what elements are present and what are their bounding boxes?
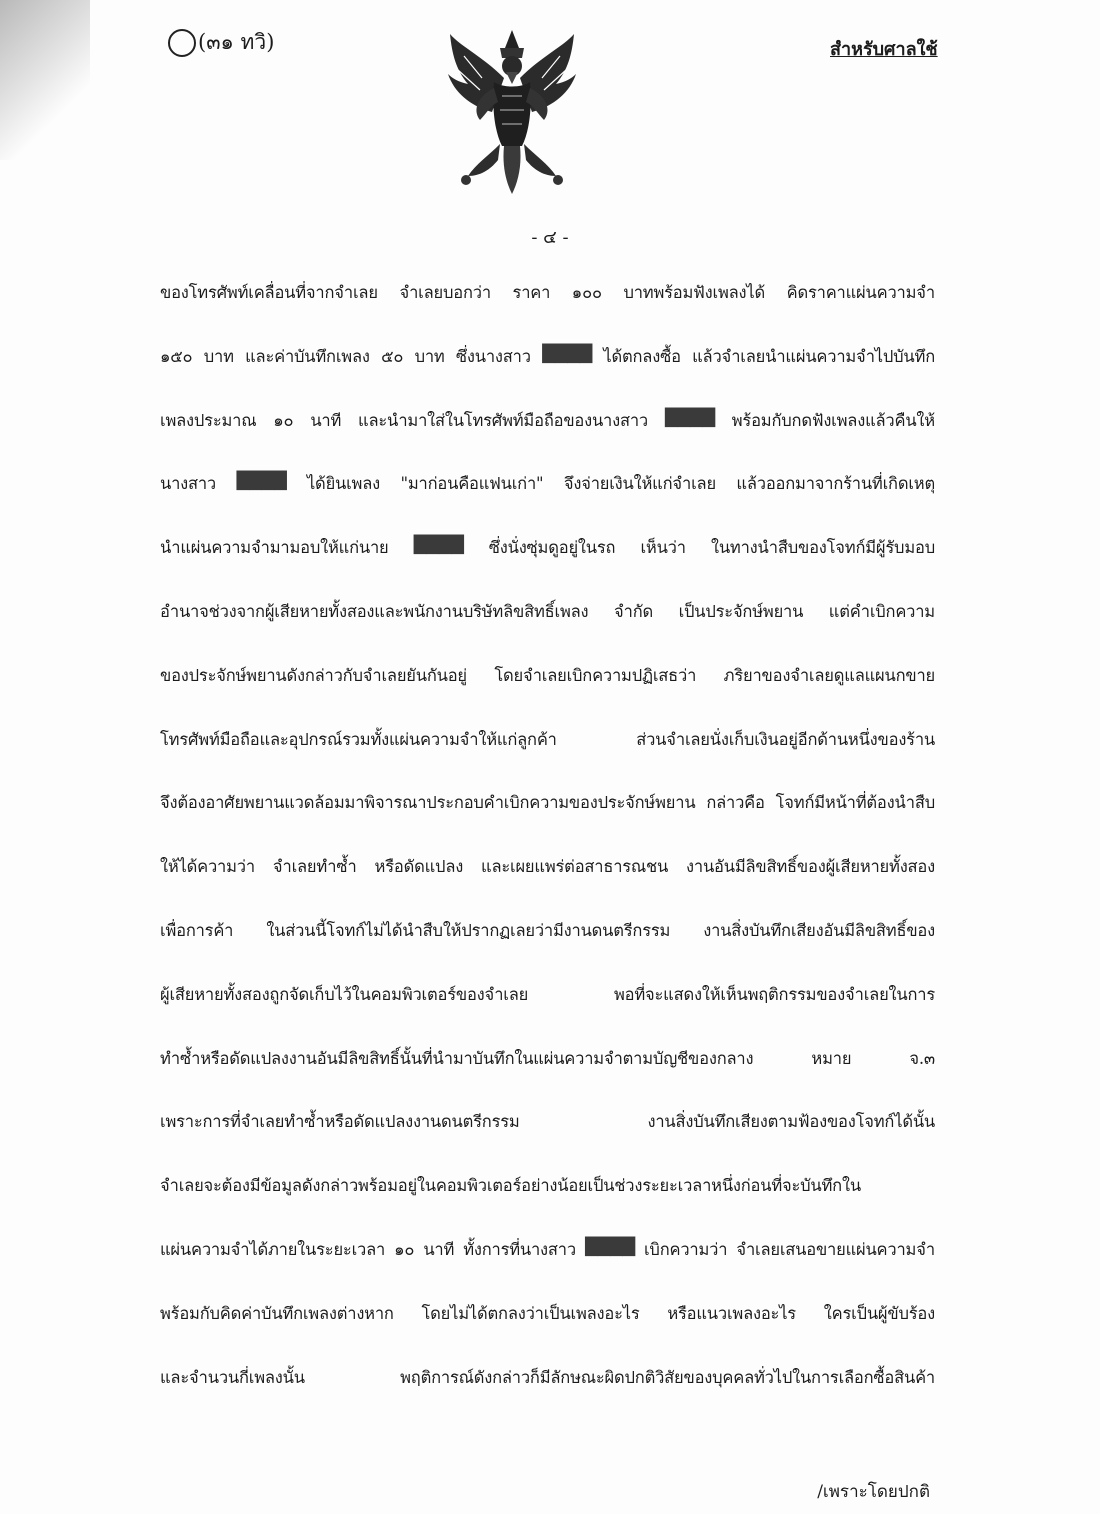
word: ๑๐ — [394, 1239, 415, 1259]
word: พฤติการณ์ดังกล่าวก็มีลักษณะผิดปกติวิสัยของบุคคลทั่วไปในการเลือกซื้อสินค้า — [400, 1367, 935, 1387]
word: แผ่นความจำได้ภายในระยะเวลา — [160, 1239, 386, 1259]
word: งานสิ่งบันทึกเสียงอันมีลิขสิทธิ์ของ — [703, 920, 935, 940]
word: จ.๓ — [909, 1048, 935, 1068]
word: จึงจ่ายเงินให้แก่จำเลย — [563, 474, 716, 494]
word: โจทก์มีหน้าที่ต้องนำสืบ — [775, 793, 935, 813]
word: โดยไม่ได้ตกลงว่าเป็นเพลงอะไร — [421, 1303, 640, 1323]
word: ทำซ้ำหรือดัดแปลงงานอันมีลิขสิทธิ์นั้นที่นำมาบันทึกในแผ่นความจำตามบัญชีของกลาง — [160, 1048, 754, 1068]
body-line — [160, 599, 935, 663]
body-line — [160, 344, 935, 408]
body-line — [160, 1365, 935, 1429]
word: พร้อมกับคิดค่าบันทึกเพลงต่างหาก — [160, 1303, 394, 1323]
word: กล่าวคือ — [706, 793, 765, 813]
word: ทั้งการที่นางสาว — [463, 1239, 576, 1259]
page-number: - ๔ - — [531, 227, 569, 248]
continuation-text: /เพราะโดยปกติ — [817, 1482, 930, 1502]
word: เพื่อการค้า — [160, 920, 234, 940]
form-code-text: (๓๑ ทวิ) — [198, 30, 275, 54]
body-line — [160, 1173, 935, 1237]
word: ภริยาของจำเลยดูแลแผนกขาย — [723, 665, 935, 685]
body-line — [160, 854, 935, 918]
word: เบิกความว่า — [643, 1239, 728, 1259]
word: แล้วจำเลยนำแผ่นความจำไปบันทึก — [692, 346, 935, 366]
body-line — [160, 535, 935, 599]
word: งานอันมีลิขสิทธิ์ของผู้เสียหายทั้งสอง — [686, 857, 935, 877]
body-line — [160, 471, 935, 535]
word: แต่คำเบิกความ — [828, 601, 935, 621]
word: พร้อมกับกดฟังเพลงแล้วคืนให้ — [731, 410, 935, 430]
word: เพลงประมาณ — [160, 410, 257, 430]
word: ผู้เสียหายทั้งสองถูกจัดเก็บไว้ในคอมพิวเตอร์ของจำเลย — [160, 984, 529, 1004]
body-line — [160, 1237, 935, 1301]
word: โดยจำเลยเบิกความปฏิเสธว่า — [494, 665, 697, 685]
body-text — [160, 280, 935, 1428]
word: คิดราคาแผ่นความจำ — [786, 283, 935, 302]
word: โทรศัพท์มือถือและอุปกรณ์รวมทั้งแผ่นความจำให้แก่ลูกค้า — [160, 729, 557, 749]
redacted-name: ████ — [236, 471, 287, 491]
word: ให้ได้ความว่า — [160, 857, 255, 877]
word: ใครเป็นผู้ขับร้อง — [823, 1303, 935, 1323]
word: แล้วออกมาจากร้านที่เกิดเหตุ — [736, 474, 935, 494]
body-line — [160, 1046, 935, 1110]
word: "มาก่อนคือแฟนเก่า" — [400, 474, 544, 494]
word: เห็นว่า — [640, 538, 686, 558]
word: ราคา — [512, 283, 551, 302]
body-line — [160, 663, 935, 727]
word: นาที — [423, 1239, 455, 1259]
word: ซึ่งนางสาว — [455, 346, 531, 366]
word: ๕๐ — [381, 346, 404, 366]
word: งานสิ่งบันทึกเสียงตามฟ้องของโจทก์ได้นั้น — [647, 1112, 935, 1132]
word: อำนาจช่วงจากผู้เสียหายทั้งสองและพนักงานบริษัทลิขสิทธิ์เพลง — [160, 601, 589, 621]
body-line — [160, 1109, 935, 1173]
body-line — [160, 408, 935, 472]
word: จำเลยบอกว่า — [399, 283, 491, 302]
garuda-emblem-icon — [442, 26, 582, 201]
redacted-name: ████ — [542, 343, 593, 363]
word: ในส่วนนี้โจทก์ไม่ได้นำสืบให้ปรากฏเลยว่ามีงานดนตรีกรรม — [266, 920, 671, 940]
body-line — [160, 727, 935, 791]
redacted-name: ████ — [413, 535, 464, 555]
word: หรือแนวเพลงอะไร — [667, 1303, 796, 1323]
word: พอที่จะแสดงให้เห็นพฤติกรรมของจำเลยในการ — [613, 984, 935, 1004]
word: ส่วนจำเลยนั่งเก็บเงินอยู่อีกด้านหนึ่งของร้าน — [636, 729, 935, 749]
word: ได้ตกลงซื้อ — [603, 346, 681, 366]
word: และนำมาใส่ในโทรศัพท์มือถือของนางสาว — [358, 410, 648, 430]
word: ของโทรศัพท์เคลื่อนที่จากจำเลย — [160, 283, 378, 302]
body-line — [160, 280, 935, 344]
word: ๑๐๐ — [571, 283, 602, 302]
word: นาที — [310, 410, 342, 430]
word: บาท — [414, 346, 445, 366]
folded-corner-shadow — [0, 0, 90, 160]
word: บาทพร้อมฟังเพลงได้ — [623, 283, 766, 302]
word: จึงต้องอาศัยพยานแวดล้อมมาพิจารณาประกอบคำเบิกความของประจักษ์พยาน — [160, 793, 696, 813]
word: หรือดัดแปลง — [374, 857, 464, 877]
word: เพราะการที่จำเลยทำซ้ำหรือดัดแปลงงานดนตรีกรรม — [160, 1112, 520, 1132]
word: และเผยแพร่ต่อสาธารณชน — [481, 857, 669, 877]
body-line — [160, 1301, 935, 1365]
court-use-label: สำหรับศาลใช้ — [830, 39, 938, 60]
circle-mark-icon — [168, 29, 196, 57]
word: จำเลยเสนอขายแผ่นความจำ — [736, 1239, 935, 1259]
word: นำแผ่นความจำมามอบให้แก่นาย — [160, 538, 389, 558]
word: จำกัด — [613, 601, 654, 621]
word: บาท — [203, 346, 234, 366]
form-code — [168, 26, 274, 59]
word: ๑๐ — [273, 410, 294, 430]
word: ในทางนำสืบของโจทก์มีผู้รับมอบ — [710, 538, 935, 558]
word: และค่าบันทึกเพลง — [245, 346, 370, 366]
word: จำเลยทำซ้ำ — [272, 857, 357, 877]
word: หมาย — [811, 1048, 852, 1068]
body-line — [160, 982, 935, 1046]
word: จำเลยจะต้องมีข้อมูลดังกล่าวพร้อมอยู่ในคอมพิวเตอร์อย่างน้อยเป็นช่วงระยะเวลาหนึ่งก่อนที่จะบันทึกใน — [160, 1176, 861, 1196]
word: ของประจักษ์พยานดังกล่าวกับจำเลยยันกันอยู่ — [160, 665, 467, 685]
word: ซึ่งนั่งซุ่มดูอยู่ในรถ — [488, 538, 616, 558]
word: ๑๕๐ — [160, 346, 193, 366]
body-line — [160, 790, 935, 854]
word: ได้ยินเพลง — [306, 474, 380, 494]
redacted-name: ████ — [584, 1236, 635, 1256]
body-line — [160, 918, 935, 982]
word: เป็นประจักษ์พยาน — [678, 601, 804, 621]
word: นางสาว — [160, 474, 217, 494]
word: และจำนวนกี่เพลงนั้น — [160, 1367, 305, 1387]
redacted-name: ████ — [664, 407, 715, 427]
